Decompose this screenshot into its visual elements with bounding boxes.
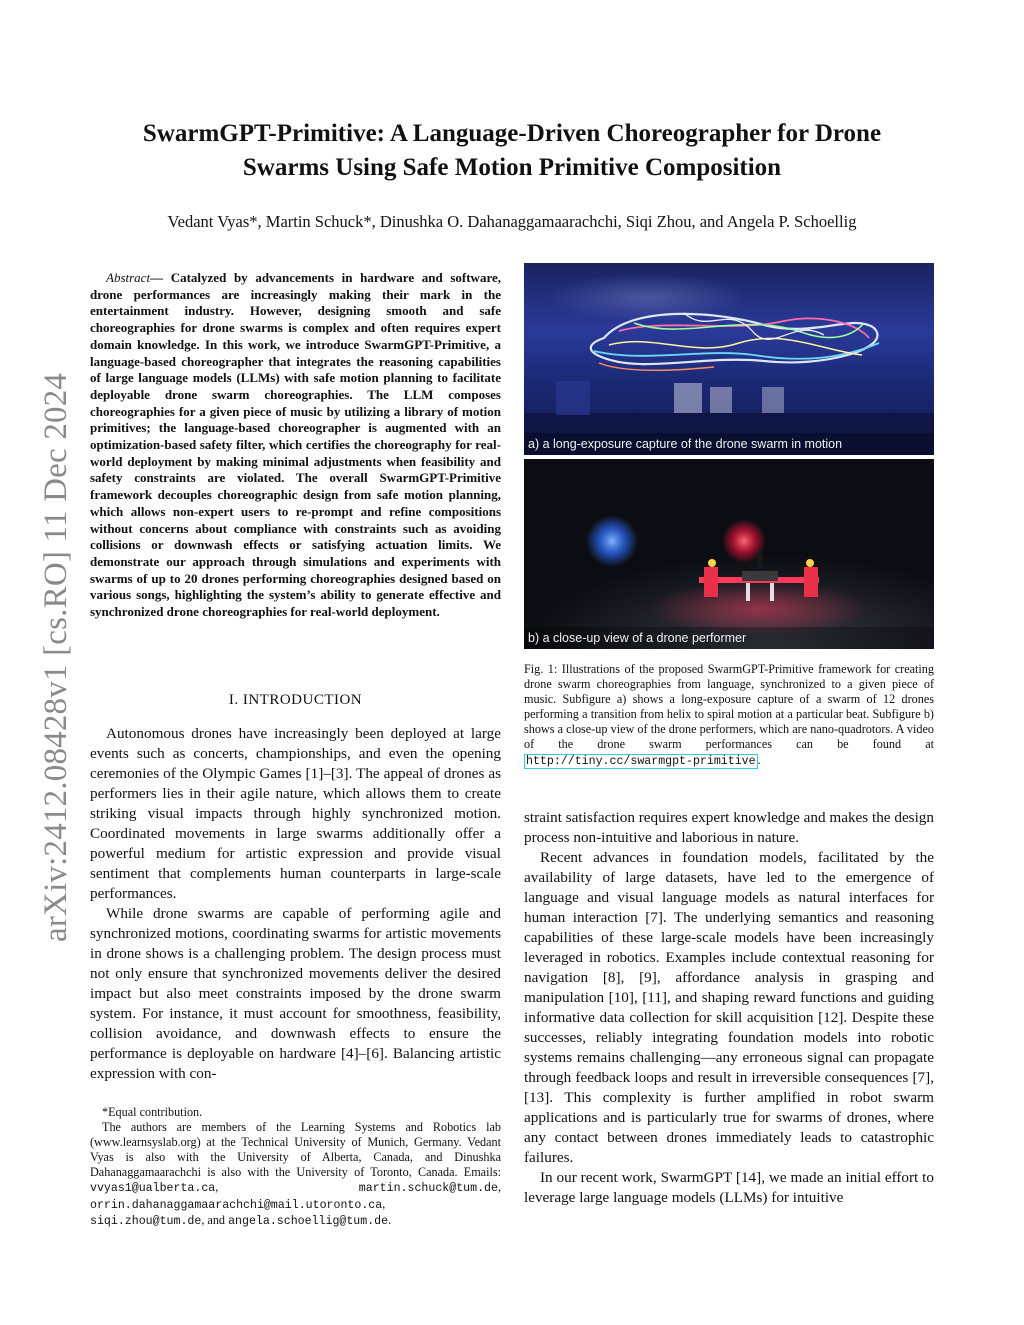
- arxiv-identifier: arXiv:2412.08428v1 [cs.RO] 11 Dec 2024: [38, 372, 74, 942]
- right-paragraph-1: straint satisfaction requires expert knowledge and makes the design process non-intuitive and laborious in nature.: [524, 809, 934, 846]
- abstract: [90, 270, 501, 621]
- title-line-1: SwarmGPT-Primitive: A Language-Driven Choreographer for Drone: [142, 120, 882, 147]
- abstract-text: — Catalyzed by advancements in hardware and software, drone performances are increasingly making their mark in the entertainment industry. However, designing smooth and safe choreographies for drone swarms is complex and often requires expert domain knowledge. In this work, we introduce SwarmGPT-Primitive, a language-based choreographer that integrates the reasoning capabilities of large language models (LLMs) with safe motion planning to facilitate deployable drone swarm choreographies. The LLM composes choreographies for a given piece of music by utilizing a library of motion primitives; the language-based choreographer is augmented with an optimization-based safety filter, which certifies the choreography for real-world deployment by making minimal adjustments when feasibility and safety constraints are violated. The overall SwarmGPT-Primitive framework decouples choreographic design from safe motion planning, which allows non-expert users to re-prompt and refine compositions without concerns about compliance with constraints such as avoiding collisions or downwash effects or satisfying actuation limits. We demonstrate our approach through simulations and experiments with swarms of up to 20 drones performing choreographies designed based on various songs, highlighting the system’s ability to generate effective and synchronized drone choreographies for real-world deployment.: [90, 270, 501, 620]
- figure-1-caption: Fig. 1: Illustrations of the proposed SwarmGPT-Primitive framework for creating drone swarm choreographies from language, synchronized to a given piece of music. Subfigure a) shows a long-exposure capture of a swarm of 12 drones performing a transition from helix to spiral motion at a particular beat. Subfigure b) shows a close-up view of the drone performers, which are nano-quadrotors. A video of the drone swarm performances can be found at http://tiny.cc/swarmgpt-primitive .: [524, 662, 934, 768]
- email-link[interactable]: angela.schoellig@tum.de: [228, 1214, 389, 1228]
- intro-paragraph-1: Autonomous drones have increasingly been deployed at large events such as concerts, championships, and even the opening ceremonies of the Olympic Games [1]–[3]. The appeal of drones as performers lies in their agile nature, which allows them to create striking visual impacts through highly synchronized motion. Coordinated movements in large swarms additionally offer a powerful medium for artistic expression and provide visual sentiment that complements human counterparts in large-scale performances.: [90, 725, 501, 902]
- drone-closeup-graphic: [524, 459, 934, 649]
- section-heading-introduction: I. INTRODUCTION: [228, 692, 363, 708]
- figure-caption-text: Fig. 1: Illustrations of the proposed SwarmGPT-Primitive framework for creating drone swarm choreographies from language, synchronized to a given piece of music. Subfigure a) shows a long-exposure capture of a swarm of 12 drones performing a transition from helix to spiral motion at a particular beat. Subfigure b) shows a close-up view of the drone performers, which are nano-quadrotors. A video of the drone swarm performances can be found at: [524, 662, 934, 752]
- subfigure-a-label: a) a long-exposure capture of the drone swarm in motion: [524, 433, 934, 455]
- paper-title: [100, 117, 924, 185]
- email-link[interactable]: siqi.zhou@tum.de: [90, 1214, 202, 1228]
- author-list: Vedant Vyas*, Martin Schuck*, Dinushka O. Dahanaggamaarachchi, Siqi Zhou, and Angela P. Schoellig: [167, 212, 857, 231]
- right-column-text: [524, 808, 934, 1208]
- abstract-label: Abstract: [106, 270, 151, 285]
- email-link[interactable]: martin.schuck@tum.de: [358, 1182, 498, 1196]
- light-trails-graphic: [524, 263, 934, 455]
- right-paragraph-3: In our recent work, SwarmGPT [14], we made an initial effort to leverage large language models (LLMs) for intuitive: [524, 1169, 934, 1206]
- email-link[interactable]: vvyas1@ualberta.ca: [90, 1182, 216, 1196]
- footnote-affiliations: The authors are members of the Learning Systems and Robotics lab (www.learnsyslab.org) at the Technical University of Munich, Germany. Vedant Vyas is also with the University of Alberta, Canada, and Dinushka Dahanaggamaarachchi is also with the University of Toronto, Canada. Emails: vvyas1@ualberta.ca, martin.schuck@tum.de, orrin.dahanaggamaarachchi@mail.utoronto.ca, siqi.zhou@tum.de, and angela.schoellig@tum.de.: [90, 1120, 501, 1228]
- footnote-and: and: [207, 1212, 226, 1227]
- drone-swarm-long-exposure-photo: [524, 263, 934, 455]
- footnote-equal-contribution: *Equal contribution.: [102, 1105, 203, 1119]
- footnote: [90, 1105, 501, 1229]
- drone-closeup-photo: [524, 459, 934, 649]
- video-link[interactable]: http://tiny.cc/swarmgpt-primitive: [526, 754, 756, 768]
- introduction-text: [90, 724, 501, 1084]
- email-link[interactable]: orrin.dahanaggamaarachchi@mail.utoronto.ca: [90, 1198, 383, 1212]
- footnote-affiliation-text: The authors are members of the Learning Systems and Robotics lab (www.learnsyslab.org) at the Technical University of Munich, Germany. Vedant Vyas is also with the University of Alberta, Canada, and Dinushka Dahanaggamaarachchi is also with the University of Toronto, Canada. Emails:: [90, 1120, 501, 1180]
- right-paragraph-2: Recent advances in foundation models, facilitated by the availability of large datasets, have led to the emergence of language and visual language models as natural interfaces for human interaction [7]. The underlying semantics and reasoning capabilities of these large-scale models have been increasingly leveraged in robotics. Examples include contextual reasoning for navigation [8], [9], affordance analysis in grasping and manipulation [10], [11], and shaping reward functions and guiding informative data collection for skill acquisition [12]. Despite these successes, reliably integrating foundation models into robotic systems remains challenging—any erroneous signal can propagate through feedback loops and result in irreversible consequences [7], [13]. This complexity is further amplified in robot swarm applications and is particularly true for swarms of drones, where any contact between drones immediately leads to catastrophic failures.: [524, 849, 934, 1166]
- subfigure-b-label: b) a close-up view of a drone performer: [524, 627, 934, 649]
- intro-paragraph-2: While drone swarms are capable of performing agile and synchronized motions, coordinating swarms for artistic movements in drone shows is a challenging problem. The design process must not only ensure that synchronized movements deliver the desired impact but also meet constraints imposed by the drone swarm system. For instance, it must account for smoothness, feasibility, collision avoidance, and downwash effects to ensure the performance is deployable on hardware [4]–[6]. Balancing artistic expression with con-: [90, 905, 501, 1082]
- title-line-2: Swarms Using Safe Motion Primitive Composition: [242, 154, 782, 181]
